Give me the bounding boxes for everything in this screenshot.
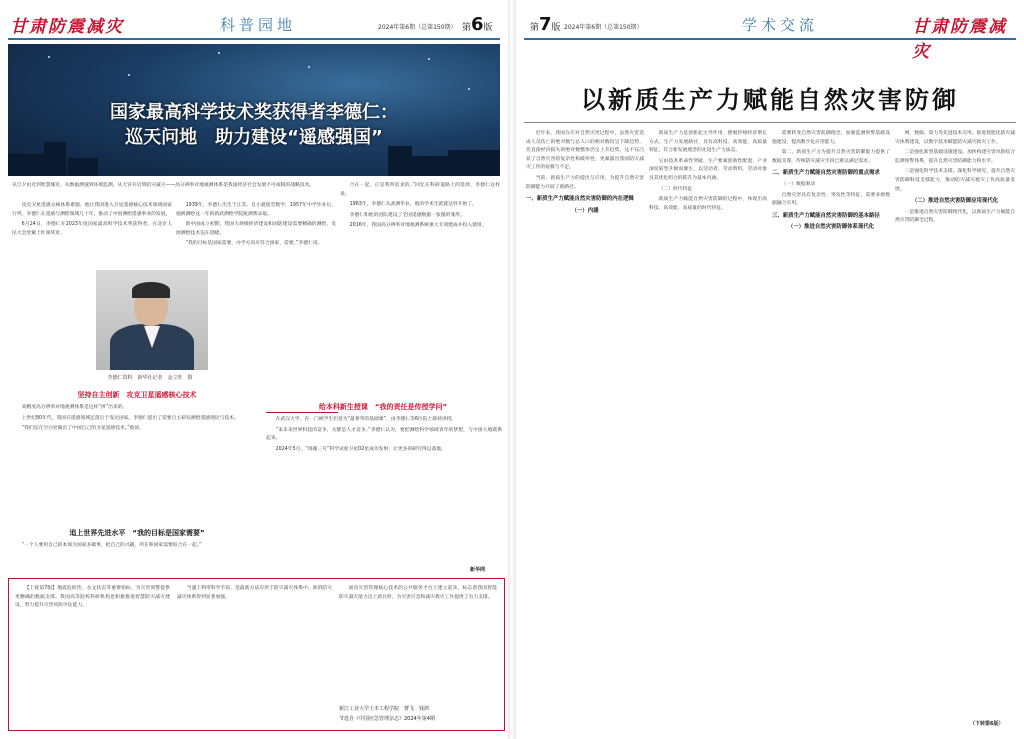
brand-logo: 甘肃防震减灾 <box>10 17 124 37</box>
page-number-value: 6 <box>471 14 484 35</box>
section-subheading-4: （二）推进自然灾害防御应用现代化 <box>911 198 999 205</box>
header-rule <box>8 38 500 40</box>
section-subheading-3: （一）推进自然灾害防御体系现代化 <box>787 224 875 231</box>
article-column-1: 攻克卫星遥感众核体系难题，他让我国进入卫星遥感核心技术领域国家行列。李德仁在遥感与测绘领域几十年，推动了中国测绘遥感事业的发展。 6月24日，李德仁在2023年度国家最高科学技术奖获得者，在北京人民大会堂戴上红领奖章。 <box>12 203 172 236</box>
title-rule <box>524 122 1016 123</box>
continued-notice: （下转第6版） <box>970 721 1004 727</box>
box-credit-source: 节选自《中国应急管理杂志》2024年第4期 <box>339 716 435 722</box>
box-column-2: 当遇上利用科学手段，是最新方法应用于防灾减灾体系中，新的防灾减灾体系得到显著加强。 <box>177 586 332 600</box>
section-heading-3: 三、新质生产力赋能自然灾害防御的基本路径 <box>772 212 880 219</box>
byline-source: 新华网 <box>470 567 486 573</box>
subhead-teaching: 给本科新生授课 “我的责任是传授学问” <box>318 403 448 411</box>
issue-meta: 2024年第6期（总第150期） <box>378 24 457 31</box>
article-section-center: 在武汉大学，有一门被学生们誉为“最奢华的基础课”，由李德仁等6位院士联袂讲授。 “来未来世界科技的竞争，关键是人才竞争。”李德仁认为，要把测绘科学领域青年的梦想，与中国大地联系起来。 2024年5月，“珞珈三号”科学试验卫星02星成功发射，让更多的研究得以落地。 <box>266 417 502 452</box>
header-rule <box>524 38 1016 40</box>
issue-meta: 2024年第6期（总第150期） <box>564 24 643 31</box>
masthead-right <box>516 6 1024 62</box>
box-column-3: 面向灾害管理核心技术的公共服务平台上建立起来，标志着我国智能防灾减灾能力迈上新台阶，为灾害应急和减灾救灾工作提供了有力支撑。 <box>339 586 497 600</box>
photo-caption: 李德仁资料 新华社记者 金立旺 摄 <box>107 375 193 381</box>
center-gutter <box>508 0 516 739</box>
article-column-3: 需要转变自然灾害防御理念，加强监测预警基础设施建设，提高数字化应用能力。 第二，新质生产力为提升自然灾害防御能力提供了数据支撑，传统防灾减灾手段已难以满足需求。 二、新质生产力赋能自然灾害防御的重点需求 （一）数据驱动 自然灾害具有复杂性、突发性等特征，需要多源数据融合应用。 三、新质生产力赋能自然灾害防御的基本路径 （一）推进自然灾害防御体系现代化 <box>772 131 890 231</box>
portrait-photo <box>96 270 208 370</box>
section-name: 科普园地 <box>220 16 297 34</box>
page-number: 第6版 <box>462 14 493 35</box>
page-6 <box>0 0 508 739</box>
section-heading-2: 二、新质生产力赋能自然灾害防御的重点需求 <box>772 170 880 177</box>
page-7 <box>516 0 1024 739</box>
article-intro: 从旦夕由近到智慧城市，从数据测速到环境监测，从天宫开启到防灾减灾——高分辨率对地观测体系是我国经济社会发展不可或缺的战略技术。 <box>12 183 315 188</box>
subhead-advance: 追上世界先进水平 “我的目标是国家需要” <box>69 529 205 537</box>
article-column-1: 近年来，我国在应对自然灾害过程中，虽然灾害造成人员伤亡的绝对数与总人口的相对数均呈下降趋势，但直接经济损失的绝对数整体仍呈上升趋势，这不仅凸显了自然灾害的复杂性和破坏性，更暴露出我国防灾减灾工作的短板与不足。 当前，新质生产力的提出与应用，为提升自然灾害防御能力开辟了新路径。 一、新质生产力赋能自然灾害防御的内在逻辑 （一）内涵 <box>526 131 644 214</box>
box-column-1: 【上接第7版】地震危险性、水文状态等重要指标，为灾害预警提供更精确的数据支撑。我国高等院校科研机构也积极推进智慧防灾减灾建设，努力提升灾害风险评估能力。 <box>15 586 170 609</box>
article-column-2: 新质生产力是创新起主导作用，摆脱传统经济增长方式、生产力发展路径，具有高科技、高效能、高质量特征，符合新发展理念的先进生产力质态。 它由技术革命性突破、生产要素创新性配置、产业深度转型升级而催生，以劳动者、劳动资料、劳动对象及其优化组合的跃升为基本内涵。 （二）时代特征 新质生产力赋能自然灾害防御的过程中，体现出高科技、高效能、高质量的时代特征。 <box>649 131 767 211</box>
box-credit-authors: 新江工业大学土木工程学院 曹飞 钱鸿 <box>339 706 430 712</box>
continued-article-box <box>8 578 505 731</box>
article-section-2: “一个人要用自己的本领为国家多做事，把自己的兴趣、所长和国家需要结合在一起。” <box>21 543 202 548</box>
section-subheading-1: （一）内涵 <box>571 207 599 214</box>
article-section-1: 高精度高分辨率对地观测体系是这样“拼”出来的。 上世纪80年代，我国在遥感领域还落后于发达国家。李德仁提出了需要自主研发测绘遥感理论与技术。 “我们是在空白处做出了中国自己的卫星遥感技术。”他说。 <box>21 405 239 432</box>
section-name: 学术交流 <box>742 16 819 34</box>
page-number-value: 7 <box>539 14 552 35</box>
hero-banner <box>8 44 500 176</box>
subhead-innovation: 坚持自主创新 攻克卫星遥感核心技术 <box>77 391 197 399</box>
article-column-4: 网、数据、算力等先进技术应用。推进智能化防灾减灾体系建设，以数字技术赋能防灾减灾救灾工作。 二是强化新型基础设施建设。加快构建灾害风险综合监测预警体系，提升自然灾害防御能力和水平。 三是强化科学技术支撑。深化科学研究，提升自然灾害防御科技支撑能力，推动防灾减灾救灾工作高质量发展。 （二）推进自然灾害防御应用现代化 一是推进自然灾害防御现代化，以新质生产力赋能自然灾害防御全过程。 <box>895 131 1015 224</box>
article-title: 以新质生产力赋能自然灾害防御 <box>581 86 959 114</box>
brand-logo: 甘肃防震减灾 <box>912 17 1007 62</box>
hero-title: 国家最高科学技术奖获得者李德仁： 巡天问地 助力建设“遥感强国” <box>110 102 398 148</box>
article-column-2: 1939年，李德仁出生于江苏。自小就迷恋数学，1957年中学毕业后，他被测绘这一年的新武测绘学院航测系录取。 新中国成立初期，我国大规模经济建设和国防建设需要精确的测绘，发展测绘技术迫在眉睫。 “我的目标是国家需要，办学方向应符合国家、需要。”李德仁说。 <box>176 203 336 247</box>
section-heading-1: 一、新质生产力赋能自然灾害防御的内在逻辑 <box>526 196 634 203</box>
article-column-3: 合在一起，正是我所追求的。”回忆在科研道路上的选择，李德仁这样说。 1963年，李德仁从武测毕业，他的学术生涯就这样开始了。 李德仁和他的团队建设了全国遥感数据一张图的雏形。 2016年，我国高分辨率对地观测系统重大专项建成并投入使用。 <box>340 183 500 229</box>
masthead-left <box>0 6 508 46</box>
page-number: 第7版 <box>530 14 561 35</box>
